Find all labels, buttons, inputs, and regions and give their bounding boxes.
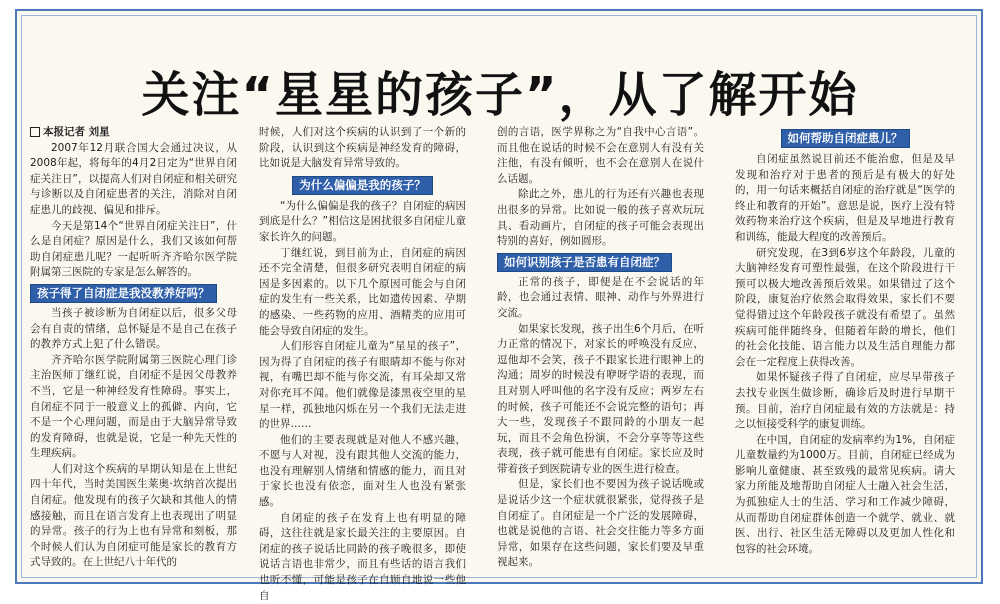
paragraph: “为什么偏偏是我的孩子？自闭症的病因到底是什么？”相信这是困扰很多自闭症儿童家长许久的问题。 (259, 199, 466, 243)
paragraph: 如果家长发现，孩子出生6个月后，在听力正常的情况下，对家长的呼唤没有反应，逗他却不会笑，孩子不跟家长进行眼神上的沟通；周岁的时候没有咿呀学语的表现，而且对别人呼叫他的名字没有反应；两岁左右的时候，孩子可能还不会说完整的语句；再大一些，发现孩子不跟同龄的小朋友一起玩，而且不会角色扮演，不会分享等等这些表现，孩子就可能患有自闭症。家长应及时带着孩子到医院请专业的医生进行检查。 (497, 322, 704, 475)
paragraph: 时候，人们对这个疾病的认识到了一个新的阶段，认识到这个疾病是神经发育的障碍，比如说是大脑发育异常导致的。 (259, 126, 466, 170)
headline: 关注“星星的孩子”，从了解开始 (141, 67, 859, 123)
paragraph: 齐齐哈尔医学院附属第三医院心理门诊主治医师丁继红说，自闭症不是因父母教养不当，它是一种神经发育性障碍。事实上，自闭症不同于一般意义上的孤僻、内向，它不是一个心理问题，而是由于大脑异常导致的发育障碍，也就是说，它是一种先天性的生理疾病。 (30, 353, 237, 460)
paragraph: 创的言语，医学界称之为“自我中心言语”。而且他在说话的时候不会在意别人有没有关注他，有没有倾听，也不会在意别人在说什么话题。 (497, 126, 704, 185)
column-3 (497, 125, 704, 569)
subheading: 如何识别孩子是否患有自闭症？ (497, 253, 672, 272)
paragraph: 人们形容自闭症儿童为“星星的孩子”，因为得了自闭症的孩子有眼睛却不能与你对视，有嘴巴却不能与你交流，有耳朵却又常对你充耳不闻。他们就像是漆黑夜空里的星星一样，孤独地闪烁在另一个我们无法走进的世界…… (259, 340, 466, 431)
paragraph: 丁继红说，到目前为止，自闭症的病因还不完全清楚，但很多研究表明自闭症的病因是多因素的。以下几个原因可能会与自闭症的发生有一些关系，比如遗传因素、孕期的感染、一些药物的应用、酒精类的应用可能会导致自闭症的发生。 (259, 246, 466, 337)
paragraph: 当孩子被诊断为自闭症以后，很多父母会有自责的情绪，总怀疑是不是自己在孩子的教养方式上犯了什么错误。 (30, 306, 237, 351)
paragraph: 研究发现，在3到6岁这个年龄段，儿童的大脑神经发育可塑性最强，在这个阶段进行干预可以极大地改善预后效果。如果错过了这个阶段，康复治疗依然会取得效果，家长们不要觉得错过这个年龄段孩子就没有希望了。虽然疾病可能伴随终身，但随着年龄的增长，他们的社会化技能、语言能力以及生活自理能力都会在一定程度上获得改善。 (735, 246, 955, 368)
paragraph: 但是，家长们也不要因为孩子说话晚或是说话少这一个症状就很紧张，觉得孩子是自闭症了。自闭症是一个广泛的发展障碍，也就是说他的言语、社会交往能力等多方面异常，如果存在这些问题，家长们要及早重视起来。 (497, 478, 704, 569)
subheading: 孩子得了自闭症是我没教养好吗？ (30, 284, 217, 303)
byline-text: 本报记者 刘星 (43, 126, 110, 138)
column-1 (30, 125, 237, 569)
byline (30, 125, 237, 141)
column-4 (735, 125, 955, 565)
paragraph: 今天是第14个“世界自闭症关注日”，什么是自闭症？原因是什么，我们又该如何帮助自闭症患儿呢？一起听听齐齐哈尔医学院附属第三医院的专家是怎么解答的。 (30, 219, 237, 279)
paragraph: 除此之外，患儿的行为还有兴趣也表现出很多的异常。比如说一般的孩子喜欢玩玩具、看动画片，自闭症的孩子可能会表现出特别的喜好，例如圆形。 (497, 188, 704, 248)
paragraph: 如果怀疑孩子得了自闭症，应尽早带孩子去找专业医生做诊断，确诊后及时进行早期干预。目前，治疗自闭症最有效的方法就是：持之以恒接受科学的康复训练。 (735, 371, 955, 431)
paragraph: 在中国，自闭症的发病率约为1%，自闭症儿童数量约为1000万。目前，自闭症已经成为影响儿童健康、甚至致残的最常见疾病。请大家力所能及地帮助自闭症人士融入社会生活，为孤独症人士的生活、学习和工作减少障碍，从而帮助自闭症群体创造一个就学、就业、就医、出行、社区生活无障碍以及更加人性化和包容的社会环境。 (735, 433, 955, 555)
paragraph: 人们对这个疾病的早期认知是在上世纪四十年代，当时美国医生莱奥·坎纳首次提出自闭症。他发现有的孩子欠缺和其他人的情感接触，而且在语言发育上也表现出了明显的异常。孩子的行为上也有异常和刻板，那个时候人们认为自闭症可能是家长的教育方式导致的。在上世纪八十年代的 (30, 462, 237, 569)
byline-box-icon (30, 127, 40, 137)
paragraph: 2007年12月联合国大会通过决议，从2008年起，将每年的4月2日定为“世界自闭症关注日”，以提高人们对自闭症和相关研究与诊断以及自闭症患者的关注，消除对自闭症患儿的歧视、偏见和排斥。 (30, 141, 237, 216)
column-2 (259, 125, 466, 602)
paragraph: 自闭症的孩子在发育上也有明显的障碍，这往往就是家长最关注的主要原因。自闭症的孩子说话比同龄的孩子晚很多，即使说话言语也非常少，而且有些话的语言我们也听不懂，可能是孩子在自顾自地说一些他自 (259, 511, 466, 602)
paragraph: 正常的孩子，即便是在不会说话的年龄，也会通过表情、眼神、动作与外界进行交流。 (497, 275, 704, 319)
subheading: 为什么偏偏是我的孩子？ (292, 176, 433, 195)
paragraph: 自闭症虽然说目前还不能治愈，但是及早发现和治疗对于患者的预后是有极大的好处的，用一句话来概括自闭症的治疗就是“医学的终止和教育的开始”。意思是说，医疗上没有特效药物来治疗这个疾病，但是及早地进行教育和训练，能最大程度的改善预后。 (735, 153, 955, 243)
paragraph: 他们的主要表现就是对他人不感兴趣，不愿与人对视，没有跟其他人交流的能力，也没有理解别人情绪和情感的能力，而且对于家长也没有依恋，面对生人也没有紧张感。 (259, 433, 466, 509)
subheading: 如何帮助自闭症患儿？ (781, 129, 910, 148)
